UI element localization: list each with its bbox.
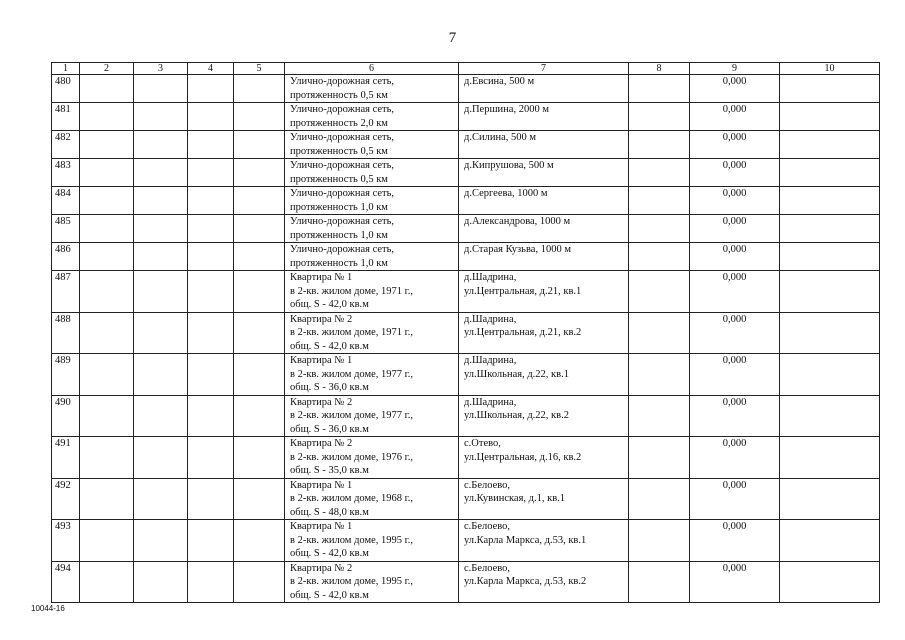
empty-cell <box>234 187 285 215</box>
object-name-cell: Улично-дорожная сеть, протяженность 0,5 км <box>285 159 459 187</box>
table-row <box>52 395 880 437</box>
address-cell: д.Александрова, 1000 м <box>459 215 629 243</box>
empty-cell <box>80 159 134 187</box>
empty-cell <box>134 131 188 159</box>
empty-cell <box>780 159 880 187</box>
value-cell: 0,000 <box>690 312 780 354</box>
object-name-cell: Улично-дорожная сеть, протяженность 1,0 км <box>285 215 459 243</box>
address-cell: с.Белоево, ул.Карла Маркса, д.53, кв.1 <box>459 520 629 562</box>
property-registry-table <box>51 62 880 603</box>
table-row <box>52 520 880 562</box>
empty-cell <box>188 243 234 271</box>
empty-cell <box>188 187 234 215</box>
value-cell: 0,000 <box>690 271 780 313</box>
empty-cell <box>188 354 234 396</box>
address-cell: д.Силина, 500 м <box>459 131 629 159</box>
value-cell: 0,000 <box>690 75 780 103</box>
empty-cell <box>80 354 134 396</box>
column-header-3: 3 <box>134 63 188 75</box>
column-header-1: 1 <box>52 63 80 75</box>
row-number-cell: 480 <box>52 75 80 103</box>
row-number-cell: 481 <box>52 103 80 131</box>
table-row <box>52 131 880 159</box>
empty-cell <box>780 75 880 103</box>
address-cell: д.Старая Кузьва, 1000 м <box>459 243 629 271</box>
value-cell: 0,000 <box>690 187 780 215</box>
empty-cell <box>780 131 880 159</box>
row-number-cell: 483 <box>52 159 80 187</box>
address-cell: с.Отево, ул.Центральная, д.16, кв.2 <box>459 437 629 479</box>
object-name-cell: Квартира № 1 в 2-кв. жилом доме, 1971 г., общ. S - 42,0 кв.м <box>285 271 459 313</box>
table-row <box>52 159 880 187</box>
object-name-cell: Улично-дорожная сеть, протяженность 1,0 км <box>285 187 459 215</box>
empty-cell <box>780 478 880 520</box>
empty-cell <box>234 395 285 437</box>
page-number: 7 <box>448 30 457 46</box>
object-name-cell: Квартира № 2 в 2-кв. жилом доме, 1971 г., общ. S - 42,0 кв.м <box>285 312 459 354</box>
empty-cell <box>134 215 188 243</box>
value-cell: 0,000 <box>690 215 780 243</box>
row-number-cell: 489 <box>52 354 80 396</box>
empty-cell <box>629 395 690 437</box>
empty-cell <box>188 271 234 313</box>
empty-cell <box>234 159 285 187</box>
table-row <box>52 243 880 271</box>
column-header-7: 7 <box>459 63 629 75</box>
object-name-cell: Улично-дорожная сеть, протяженность 2,0 км <box>285 103 459 131</box>
empty-cell <box>188 215 234 243</box>
row-number-cell: 486 <box>52 243 80 271</box>
object-name-cell: Улично-дорожная сеть, протяженность 1,0 км <box>285 243 459 271</box>
address-cell: д.Сергеева, 1000 м <box>459 187 629 215</box>
empty-cell <box>780 215 880 243</box>
address-cell: д.Шадрина, ул.Центральная, д.21, кв.2 <box>459 312 629 354</box>
empty-cell <box>780 271 880 313</box>
empty-cell <box>234 561 285 603</box>
value-cell: 0,000 <box>690 520 780 562</box>
empty-cell <box>80 478 134 520</box>
row-number-cell: 490 <box>52 395 80 437</box>
empty-cell <box>629 131 690 159</box>
row-number-cell: 492 <box>52 478 80 520</box>
table-row <box>52 312 880 354</box>
address-cell: д.Першина, 2000 м <box>459 103 629 131</box>
empty-cell <box>134 395 188 437</box>
value-cell: 0,000 <box>690 103 780 131</box>
table-row <box>52 271 880 313</box>
empty-cell <box>629 437 690 479</box>
table-row <box>52 187 880 215</box>
address-cell: д.Шадрина, ул.Центральная, д.21, кв.1 <box>459 271 629 313</box>
column-header-10: 10 <box>780 63 880 75</box>
empty-cell <box>80 437 134 479</box>
empty-cell <box>188 478 234 520</box>
empty-cell <box>234 271 285 313</box>
value-cell: 0,000 <box>690 131 780 159</box>
object-name-cell: Квартира № 1 в 2-кв. жилом доме, 1968 г., общ. S - 48,0 кв.м <box>285 478 459 520</box>
empty-cell <box>188 561 234 603</box>
table-row <box>52 437 880 479</box>
empty-cell <box>780 243 880 271</box>
value-cell: 0,000 <box>690 159 780 187</box>
empty-cell <box>188 312 234 354</box>
empty-cell <box>134 187 188 215</box>
value-cell: 0,000 <box>690 395 780 437</box>
row-number-cell: 491 <box>52 437 80 479</box>
value-cell: 0,000 <box>690 354 780 396</box>
empty-cell <box>629 159 690 187</box>
object-name-cell: Квартира № 2 в 2-кв. жилом доме, 1995 г., общ. S - 42,0 кв.м <box>285 561 459 603</box>
document-code: 10044-16 <box>31 604 65 613</box>
empty-cell <box>629 271 690 313</box>
empty-cell <box>80 131 134 159</box>
column-header-4: 4 <box>188 63 234 75</box>
empty-cell <box>234 478 285 520</box>
address-cell: д.Шадрина, ул.Школьная, д.22, кв.2 <box>459 395 629 437</box>
empty-cell <box>234 75 285 103</box>
empty-cell <box>134 561 188 603</box>
column-header-8: 8 <box>629 63 690 75</box>
empty-cell <box>780 312 880 354</box>
empty-cell <box>188 395 234 437</box>
empty-cell <box>134 103 188 131</box>
empty-cell <box>188 159 234 187</box>
empty-cell <box>134 437 188 479</box>
empty-cell <box>80 520 134 562</box>
empty-cell <box>134 354 188 396</box>
empty-cell <box>188 103 234 131</box>
table-row <box>52 561 880 603</box>
empty-cell <box>188 437 234 479</box>
row-number-cell: 482 <box>52 131 80 159</box>
value-cell: 0,000 <box>690 478 780 520</box>
object-name-cell: Улично-дорожная сеть, протяженность 0,5 км <box>285 75 459 103</box>
empty-cell <box>629 103 690 131</box>
object-name-cell: Улично-дорожная сеть, протяженность 0,5 км <box>285 131 459 159</box>
row-number-cell: 487 <box>52 271 80 313</box>
value-cell: 0,000 <box>690 243 780 271</box>
row-number-cell: 484 <box>52 187 80 215</box>
empty-cell <box>80 75 134 103</box>
empty-cell <box>80 187 134 215</box>
table-row <box>52 75 880 103</box>
empty-cell <box>780 103 880 131</box>
empty-cell <box>780 187 880 215</box>
empty-cell <box>629 215 690 243</box>
empty-cell <box>80 312 134 354</box>
empty-cell <box>780 395 880 437</box>
empty-cell <box>134 75 188 103</box>
empty-cell <box>80 271 134 313</box>
empty-cell <box>80 215 134 243</box>
empty-cell <box>780 520 880 562</box>
empty-cell <box>629 75 690 103</box>
address-cell: д.Евсина, 500 м <box>459 75 629 103</box>
empty-cell <box>629 478 690 520</box>
empty-cell <box>629 561 690 603</box>
empty-cell <box>234 520 285 562</box>
empty-cell <box>629 243 690 271</box>
empty-cell <box>234 215 285 243</box>
column-header-5: 5 <box>234 63 285 75</box>
empty-cell <box>629 187 690 215</box>
empty-cell <box>80 243 134 271</box>
empty-cell <box>134 243 188 271</box>
table-row <box>52 354 880 396</box>
empty-cell <box>134 271 188 313</box>
empty-cell <box>80 103 134 131</box>
row-number-cell: 485 <box>52 215 80 243</box>
empty-cell <box>188 75 234 103</box>
empty-cell <box>234 437 285 479</box>
empty-cell <box>234 131 285 159</box>
row-number-cell: 494 <box>52 561 80 603</box>
empty-cell <box>134 312 188 354</box>
empty-cell <box>780 561 880 603</box>
empty-cell <box>780 354 880 396</box>
address-cell: д.Шадрина, ул.Школьная, д.22, кв.1 <box>459 354 629 396</box>
empty-cell <box>134 159 188 187</box>
object-name-cell: Квартира № 2 в 2-кв. жилом доме, 1977 г., общ. S - 36,0 кв.м <box>285 395 459 437</box>
empty-cell <box>234 243 285 271</box>
empty-cell <box>80 395 134 437</box>
object-name-cell: Квартира № 1 в 2-кв. жилом доме, 1995 г., общ. S - 42,0 кв.м <box>285 520 459 562</box>
empty-cell <box>234 103 285 131</box>
row-number-cell: 488 <box>52 312 80 354</box>
column-header-6: 6 <box>285 63 459 75</box>
empty-cell <box>629 520 690 562</box>
empty-cell <box>134 520 188 562</box>
address-cell: с.Белоево, ул.Кувинская, д.1, кв.1 <box>459 478 629 520</box>
empty-cell <box>134 478 188 520</box>
registry-body <box>52 75 880 603</box>
value-cell: 0,000 <box>690 437 780 479</box>
object-name-cell: Квартира № 2 в 2-кв. жилом доме, 1976 г., общ. S - 35,0 кв.м <box>285 437 459 479</box>
column-number-row <box>52 63 880 75</box>
empty-cell <box>234 312 285 354</box>
empty-cell <box>780 437 880 479</box>
empty-cell <box>188 520 234 562</box>
table-row <box>52 215 880 243</box>
table-row <box>52 478 880 520</box>
value-cell: 0,000 <box>690 561 780 603</box>
column-header-2: 2 <box>80 63 134 75</box>
empty-cell <box>80 561 134 603</box>
address-cell: д.Кипрушова, 500 м <box>459 159 629 187</box>
empty-cell <box>234 354 285 396</box>
object-name-cell: Квартира № 1 в 2-кв. жилом доме, 1977 г., общ. S - 36,0 кв.м <box>285 354 459 396</box>
empty-cell <box>629 312 690 354</box>
address-cell: с.Белоево, ул.Карла Маркса, д.53, кв.2 <box>459 561 629 603</box>
column-header-9: 9 <box>690 63 780 75</box>
empty-cell <box>629 354 690 396</box>
empty-cell <box>188 131 234 159</box>
row-number-cell: 493 <box>52 520 80 562</box>
table-row <box>52 103 880 131</box>
